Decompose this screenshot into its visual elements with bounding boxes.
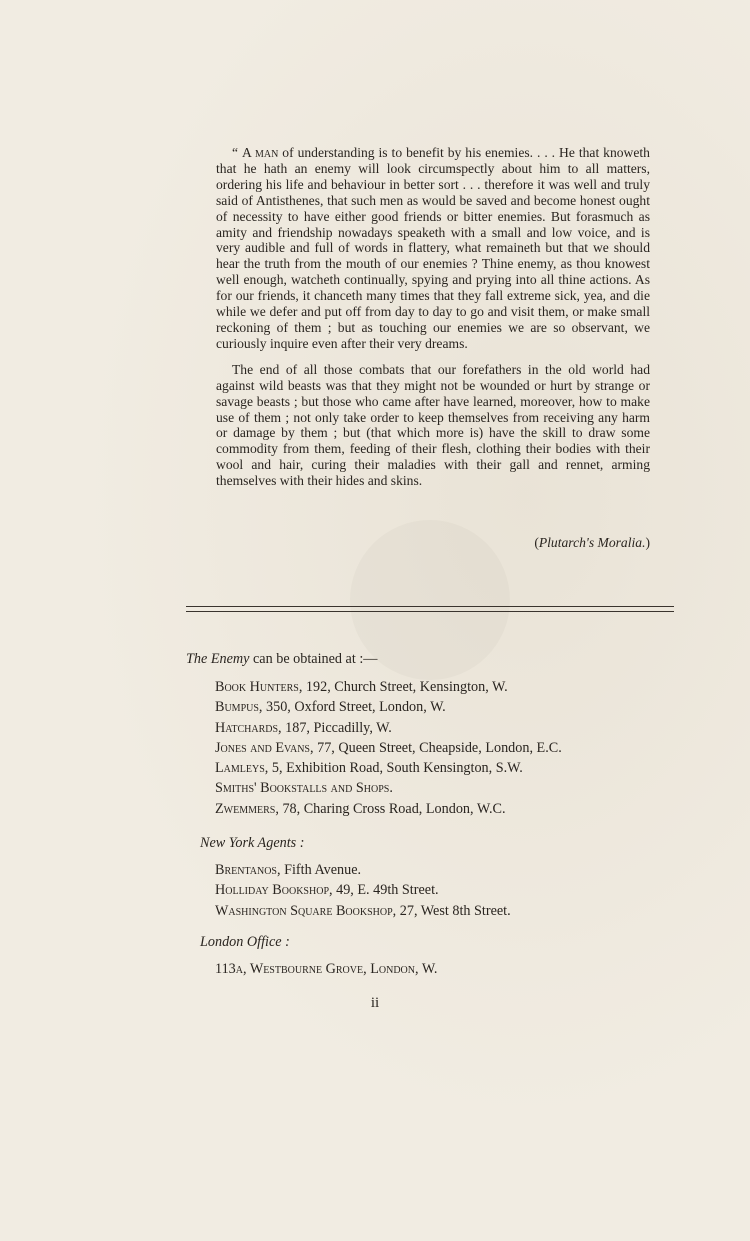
agent-name: Zwemmers [215, 800, 276, 817]
obtain-journal-title: The Enemy [186, 651, 250, 667]
agent-address: , 27, West 8th Street. [392, 902, 511, 919]
agent-entry [215, 901, 511, 921]
agent-entry [215, 738, 562, 758]
quote-paragraph-2: The end of all those combats that our forefathers in the old world had against wild beasts was that they might not be wounded or hurt by strange or savage beasts ; but those who came after have learned, moreover, how to make use of them ; not only take order to keep themselves from receiving any harm or damage by them ; but (that which more is) have the skill to draw some commodity from them, feeding of their flesh, clothing their bodies with their wool and hair, curing their maladies with their gall and rennet, arming themselves with their hides and skins. [216, 361, 650, 489]
quote-attribution: (Plutarch's Moralia.) [534, 535, 650, 550]
agent-name: Book Hunters [215, 679, 299, 695]
agent-entry [215, 758, 562, 778]
agent-entry [215, 880, 511, 900]
agent-address: , 5, Exhibition Road, South Kensington, S.W. [264, 760, 523, 777]
divider-rule-bottom [186, 611, 674, 612]
agent-address: , Fifth Avenue. [277, 862, 362, 878]
agent-name: Hatchards [215, 719, 279, 736]
agent-name: Smiths' Bookstalls and Shops. [215, 780, 393, 797]
obtain-heading [186, 651, 377, 668]
new-york-agents-label: New York Agents : [200, 835, 305, 851]
london-office-address: 113a, Westbourne Grove, London, W. [215, 961, 438, 977]
agent-name: Jones and Evans [215, 739, 310, 756]
agent-entry [215, 677, 562, 697]
agent-address: , 49, E. 49th Street. [329, 882, 439, 899]
agent-entry [215, 860, 511, 880]
agent-address: , 192, Church Street, Kensington, W. [298, 679, 508, 695]
agent-name: Lamleys [215, 760, 265, 777]
quote-paragraph-1-text: of understanding is to benefit by his enemies. . . . He that knoweth that he hath an enemy will look circumspectly about him to all matters, ordering his life and behaviour in better sort . . . therefore it was well and truly said of Antisthenes, that such men as would be saved and become honest ought of necessity to have either good friends or bitter enemies. But forasmuch as amity and friendship nowadays speaketh with a small and low voice, and is very audible and full of words in flattery, what remaineth but that we should hear the truth from the mouth of our enemies ? Thine enemy, as thou knowest well enough, watcheth continually, spying and prying into all thine actions. As for our friends, it chanceth many times that they fall extreme sick, yea, and die while we defer and put off from day to day to go and visit them, or make small reckoning of them ; but as touching our enemies we are so observant, we curiously inquire even after their very dreams. [216, 145, 650, 351]
agent-entry [215, 799, 562, 819]
london-office-label: London Office : [200, 934, 290, 950]
new-york-agents-list [215, 860, 511, 921]
quote-paragraph-1: “ A man of understanding is to benefit by his enemies. . . . He that knoweth that he hath an enemy will look circumspectly about him to all matters, ordering his life and behaviour in better sort . . . therefore it was well and truly said of Antisthenes, that such men as would be saved and become honest ought of necessity to have either good friends or bitter enemies. But forasmuch as amity and friendship nowadays speaketh with a small and low voice, and is very audible and full of words in flattery, what remaineth but that we should hear the truth from the mouth of our enemies ? Thine enemy, as thou knowest well enough, watcheth continually, spying and prying into all thine actions. As for our friends, it chanceth many times that they fall extreme sick, yea, and die while we defer and put off from day to day to go and visit them, or make small reckoning of them ; but as touching our enemies we are so observant, we curiously inquire even after their very dreams. [216, 145, 650, 351]
agent-address: , 78, Charing Cross Road, London, W.C. [275, 800, 506, 817]
london-office-list [215, 959, 437, 979]
agent-name: Washington Square Bookshop [215, 902, 393, 919]
obtain-heading-text: can be obtained at :— [249, 651, 378, 667]
attribution-title: Plutarch's Moralia. [538, 535, 646, 550]
quote-lead-smallcaps: A man [241, 145, 279, 160]
agent-name: Holliday Bookshop [215, 882, 330, 899]
divider-rule-top [186, 606, 674, 607]
agent-address: , 187, Piccadilly, W. [278, 719, 392, 736]
agent-entry [215, 697, 562, 717]
agent-name: Brentanos [215, 862, 277, 878]
agent-name: Bumpus [215, 699, 259, 716]
agent-address: , 77, Queen Street, Cheapside, London, E.C. [310, 739, 562, 756]
page-number: ii [370, 995, 380, 1011]
plutarch-quote [216, 145, 650, 489]
agent-address: , 350, Oxford Street, London, W. [258, 699, 446, 716]
agent-entry [215, 718, 562, 738]
uk-agents-list [215, 677, 562, 819]
agent-entry [215, 778, 562, 798]
